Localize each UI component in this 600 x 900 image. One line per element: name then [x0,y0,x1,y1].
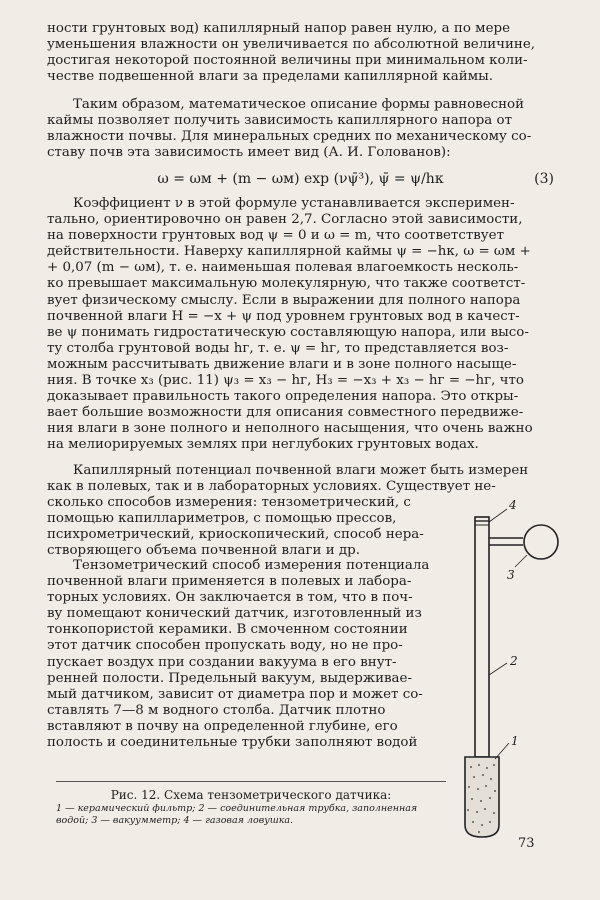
text-line: на поверхности грунтовых вод ψ = 0 и ω = m, что соответствует [47,228,504,244]
figure-caption-legend: 1 — керамический фильтр; 2 — соединительная трубка, заполненная водой; 3 — вакуумметр; 4 — газовая ловушка. [56,803,418,826]
text-line: ности грунтовых вод) капиллярный напор равен нулю, а по мере [47,21,510,36]
text-line: ставлять 7—8 м водного столба. Датчик плотно [47,702,386,718]
paragraph-coefficient [47,196,554,454]
text-line: можным рассчитывать движение влаги и в зоне полного насыще- [47,356,517,372]
text-line: тонкопористой керамики. В смоченном состоянии [47,622,408,638]
text-line: влажности почвы. Для минеральных средних по механическому со- [47,129,532,145]
text-line: створяющего объема почвенной влаги и др. [47,543,360,559]
text-line: ренней полости. Предельный вакуум, выдерживае- [47,670,412,686]
paragraph-tensiometric [47,558,445,751]
text-line: + 0,07 (m − ωм), т. е. наименьшая полевая влагоемкость несколь- [47,260,519,276]
text-line: Тензометрический способ измерения потенциала [73,558,430,573]
text-line: каймы позволяет получить зависимость капиллярного напора от [47,113,512,129]
formula-number: (3) [534,171,554,187]
text-line: ве ψ понимать гидростатическую составляющую напора, или высо- [47,324,529,340]
text-line: ко превышает максимальную молекулярную, что также соответст- [47,276,526,292]
text-line: этот датчик способен пропускать воду, но не про- [47,638,403,654]
leader-1 [495,743,509,759]
connecting-tube [475,517,489,757]
paragraph-continuation [47,21,554,85]
leader-4 [489,509,507,522]
page-number: 73 [518,836,535,851]
text-line: мый датчиком, зависит от диаметра пор и может со- [47,686,423,702]
text-line: ставу почв эта зависимость имеет вид (А. И. Голованов): [47,145,451,161]
text-line: помощью капиллариметров, с помощью прессов, [47,511,397,527]
leader-2 [489,663,507,675]
leader-3 [515,555,527,567]
text-line: Капиллярный потенциал почвенной влаги может быть измерен [73,463,529,478]
figure-label-1: 1 [511,734,519,748]
text-line: ту столба грунтовой воды hг, т. е. ψ = hг, то представляется воз- [47,340,509,356]
text-line: почвенной влаги H = −x + ψ под уровнем грунтовых вод в качест- [47,308,520,324]
text-line: пускает воздух при создании вакуума в его внут- [47,654,397,670]
figure-label-2: 2 [510,654,518,668]
tensiometer-figure [455,495,565,845]
text-line: полость и соединительные трубки заполняют водой [47,735,418,751]
caption-divider [56,781,446,782]
text-line: ния. В точке x₃ (рис. 11) ψ₃ = x₃ − hг, H₃ = −x₃ + x₃ − hг = −hг, что [47,373,524,389]
formula-text: ω = ωм + (m − ωм) exp (νψ̄³), ψ̄ = ψ/hк [157,171,444,187]
figure-label-3: 3 [507,568,515,582]
text-line: Коэффициент ν в этой формуле устанавливается эксперимен- [73,196,515,211]
text-line: психрометрический, криоскопический, способ нера- [47,527,424,543]
text-line: доказывает правильность такого определения напора. Это откры- [47,389,519,405]
text-line: вует физическому смыслу. Если в выражении для полного напора [47,292,521,308]
paragraph-math-description [47,97,554,161]
text-line: сколько способов измерения: тензометрический, с [47,495,411,511]
text-line: почвенной влаги применяется в полевых и лабора- [47,574,412,590]
figure-label-4: 4 [509,498,517,512]
text-line: ния влаги в зоне полного и неполного насыщения, что очень важно [47,421,533,437]
figure-caption-title: Рис. 12. Схема тензометрического датчика: [110,788,392,802]
text-line: честве подвешенной влаги за пределами капиллярной каймы. [47,69,494,85]
text-line: как в полевых, так и в лабораторных условиях. Существует не- [47,479,496,495]
text-line: вает большие возможности для описания совместного передвиже- [47,405,524,421]
text-line: уменьшения влажности он увеличивается по абсолютной величине, [47,37,536,53]
text-line: достигая некоторой постоянной величины при минимальном коли- [47,53,528,69]
text-line: действительности. Наверху капиллярной каймы ψ = −hк, ω = ωм + [47,244,531,260]
text-line: ву помещают конический датчик, изготовленный из [47,606,422,622]
text-line: Таким образом, математическое описание формы равновесной [73,97,525,112]
text-line: торных условиях. Он заключается в том, что в поч- [47,590,413,606]
text-line: тально, ориентировочно он равен 2,7. Согласно этой зависимости, [47,212,523,228]
vacuum-meter [524,525,558,559]
formula-3 [47,170,554,188]
text-line: вставляют в почву на определенной глубине, его [47,718,398,734]
text-line: на мелиорируемых землях при неглубоких грунтовых водах. [47,437,479,453]
